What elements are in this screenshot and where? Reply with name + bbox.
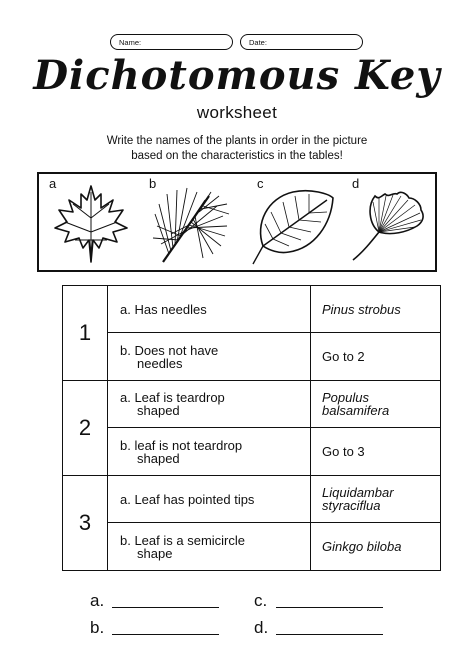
picture-letter-c: c bbox=[257, 176, 264, 191]
key-step-number: 1 bbox=[63, 286, 108, 381]
answer-blank-b[interactable] bbox=[112, 634, 219, 635]
key-step-number: 2 bbox=[63, 381, 108, 476]
key-option-description: b. Leaf is a semicircle shape bbox=[108, 523, 311, 571]
answer-label-d: d. bbox=[254, 618, 269, 637]
dichotomous-key-table bbox=[62, 285, 441, 571]
key-option-result: Pinus strobus bbox=[311, 286, 441, 333]
key-option-description: b. leaf is not teardrop shaped bbox=[108, 428, 311, 476]
maple-leaf-icon bbox=[51, 182, 131, 264]
key-option-description: a. Leaf is teardrop shaped bbox=[108, 381, 311, 428]
key-option-description: a. Leaf has pointed tips bbox=[108, 476, 311, 523]
name-field[interactable] bbox=[110, 34, 233, 50]
answer-label-c: c. bbox=[254, 591, 268, 610]
ginkgo-leaf-icon bbox=[351, 186, 431, 266]
answer-label-b: b. bbox=[90, 618, 105, 637]
page-subtitle: worksheet bbox=[196, 103, 278, 122]
date-label: Date: bbox=[249, 38, 267, 47]
key-option-description: a. Has needles bbox=[108, 286, 311, 333]
key-option-description: b. Does not have needles bbox=[108, 333, 311, 381]
leaf-pictures-box bbox=[37, 172, 437, 272]
picture-letter-d: d bbox=[352, 176, 360, 191]
key-option-result: Ginkgo biloba bbox=[311, 523, 441, 571]
answer-label-a: a. bbox=[90, 591, 105, 610]
answer-blank-c[interactable] bbox=[276, 607, 383, 608]
date-field[interactable] bbox=[240, 34, 363, 50]
answer-blank-a[interactable] bbox=[112, 607, 219, 608]
instructions-line-1: Write the names of the plants in order in the picture bbox=[106, 135, 368, 147]
key-option-result: Go to 3 bbox=[311, 428, 441, 476]
teardrop-leaf-icon bbox=[249, 184, 337, 268]
page-title: Dichotomous Key bbox=[33, 52, 441, 99]
pine-needles-icon bbox=[151, 184, 231, 266]
instructions-line-2: based on the characteristics in the tables! bbox=[131, 150, 343, 162]
key-option-result: Go to 2 bbox=[311, 333, 441, 381]
key-option-result: Liquidambar styraciflua bbox=[311, 476, 441, 523]
answer-blank-d[interactable] bbox=[276, 634, 383, 635]
name-label: Name: bbox=[119, 38, 142, 47]
key-option-result: Populus balsamifera bbox=[311, 381, 441, 428]
key-step-number: 3 bbox=[63, 476, 108, 571]
picture-letter-b: b bbox=[149, 176, 157, 191]
picture-letter-a: a bbox=[49, 176, 57, 191]
